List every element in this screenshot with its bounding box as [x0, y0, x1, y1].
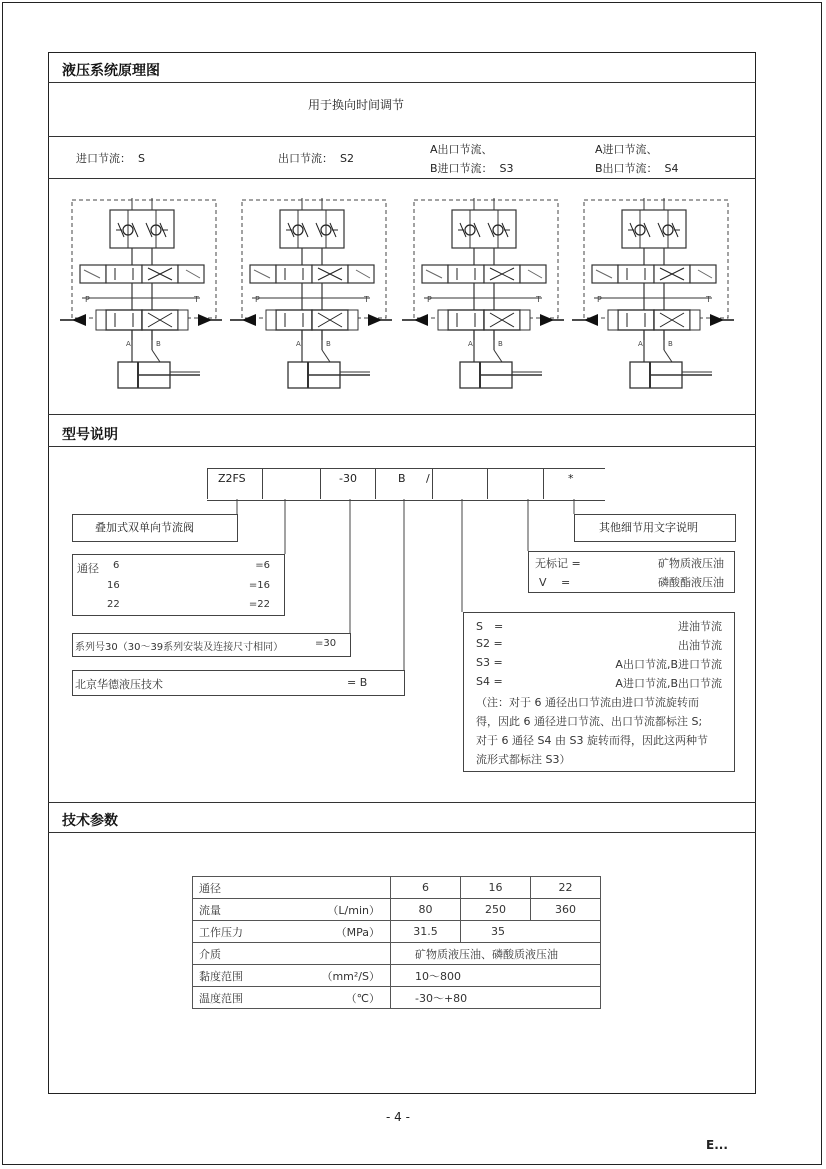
throttle-s4-value: A进口节流,B出口节流 [615, 677, 722, 690]
size-6: 6 [113, 560, 120, 571]
code-cell-b: B / [398, 472, 430, 485]
size-box [72, 554, 285, 616]
size-16: 16 [107, 580, 120, 591]
series-label: 系列号30（30～39系列安装及连接尺寸相同） [75, 642, 284, 653]
code-cell-other: * [568, 472, 574, 485]
fluid-v-value: 磷酸酯液压油 [658, 576, 724, 589]
type-s4: A进口节流、 B出口节流： S4 [595, 143, 679, 175]
table-row: 通径 6 16 22 [193, 877, 601, 899]
throttle-s2-key: S2 = [476, 637, 503, 650]
code-cell-series: Z2FS [207, 468, 263, 499]
brand-code: = B [347, 676, 368, 689]
tech-params-table [192, 876, 601, 1009]
footer-mark: E... [706, 1138, 728, 1152]
product-name-box: 叠加式双单向节流阀 [72, 514, 238, 542]
page-number: - 4 - [386, 1110, 410, 1124]
size-label: 通径 [77, 562, 99, 575]
fluid-none-value: 矿物质液压油 [658, 557, 724, 570]
size-22-code: =22 [248, 599, 270, 610]
throttle-s3-key: S3 = [476, 656, 503, 669]
size-6-code: =6 [255, 560, 270, 571]
note-line-1: （注：对于 6 通径出口节流由进口节流旋转而 [476, 696, 699, 709]
divider [48, 802, 756, 803]
type-s3: A出口节流、 B进口节流： S3 [430, 143, 514, 175]
series-box [72, 633, 351, 657]
other-details-box: 其他细节用文字说明 [574, 514, 736, 542]
type-s2: 出口节流： S2 [278, 152, 354, 165]
note-line-2: 得，因此 6 通径进口节流、出口节流都标注 S; [476, 715, 703, 728]
size-16-code: =16 [248, 580, 270, 591]
series-code: =30 [315, 638, 337, 649]
table-row: 温度范围 （℃） -30～+80 [193, 987, 601, 1009]
tech-section-title: 技术参数 [62, 813, 118, 829]
note-line-4: 流形式都标注 S3） [476, 753, 571, 766]
fluid-none-key: 无标记 = [535, 557, 581, 570]
table-row: 流量 （L/min） 80 250 360 [193, 899, 601, 921]
table-row: 工作压力 （MPa） 31.5 35 [193, 921, 601, 943]
fluid-box [528, 551, 735, 593]
schematic-subtitle: 用于换向时间调节 [308, 98, 405, 112]
throttle-s-value: 进油节流 [678, 620, 722, 633]
brand-label: 北京华德液压技术 [75, 678, 163, 691]
throttle-s-key: S = [476, 620, 504, 633]
brand-box [72, 670, 405, 696]
table-row: 介质 矿物质液压油、磷酸质液压油 [193, 943, 601, 965]
type-s: 进口节流： S [76, 152, 145, 165]
divider [48, 832, 756, 833]
size-22: 22 [107, 599, 120, 610]
throttle-box [463, 612, 735, 772]
note-line-3: 对于 6 通径 S4 由 S3 旋转而得，因此这两种节 [476, 734, 708, 747]
throttle-s2-value: 出油节流 [678, 639, 722, 652]
throttle-s3-value: A出口节流,B进口节流 [615, 658, 722, 671]
throttle-s4-key: S4 = [476, 675, 503, 688]
model-section-title: 型号说明 [62, 427, 118, 443]
code-cell-30: -30 [320, 468, 376, 499]
schematic-section-title: 液压系统原理图 [62, 63, 160, 79]
fluid-v-key: V = [539, 576, 571, 589]
table-row: 黏度范围 （mm²/S） 10～800 [193, 965, 601, 987]
